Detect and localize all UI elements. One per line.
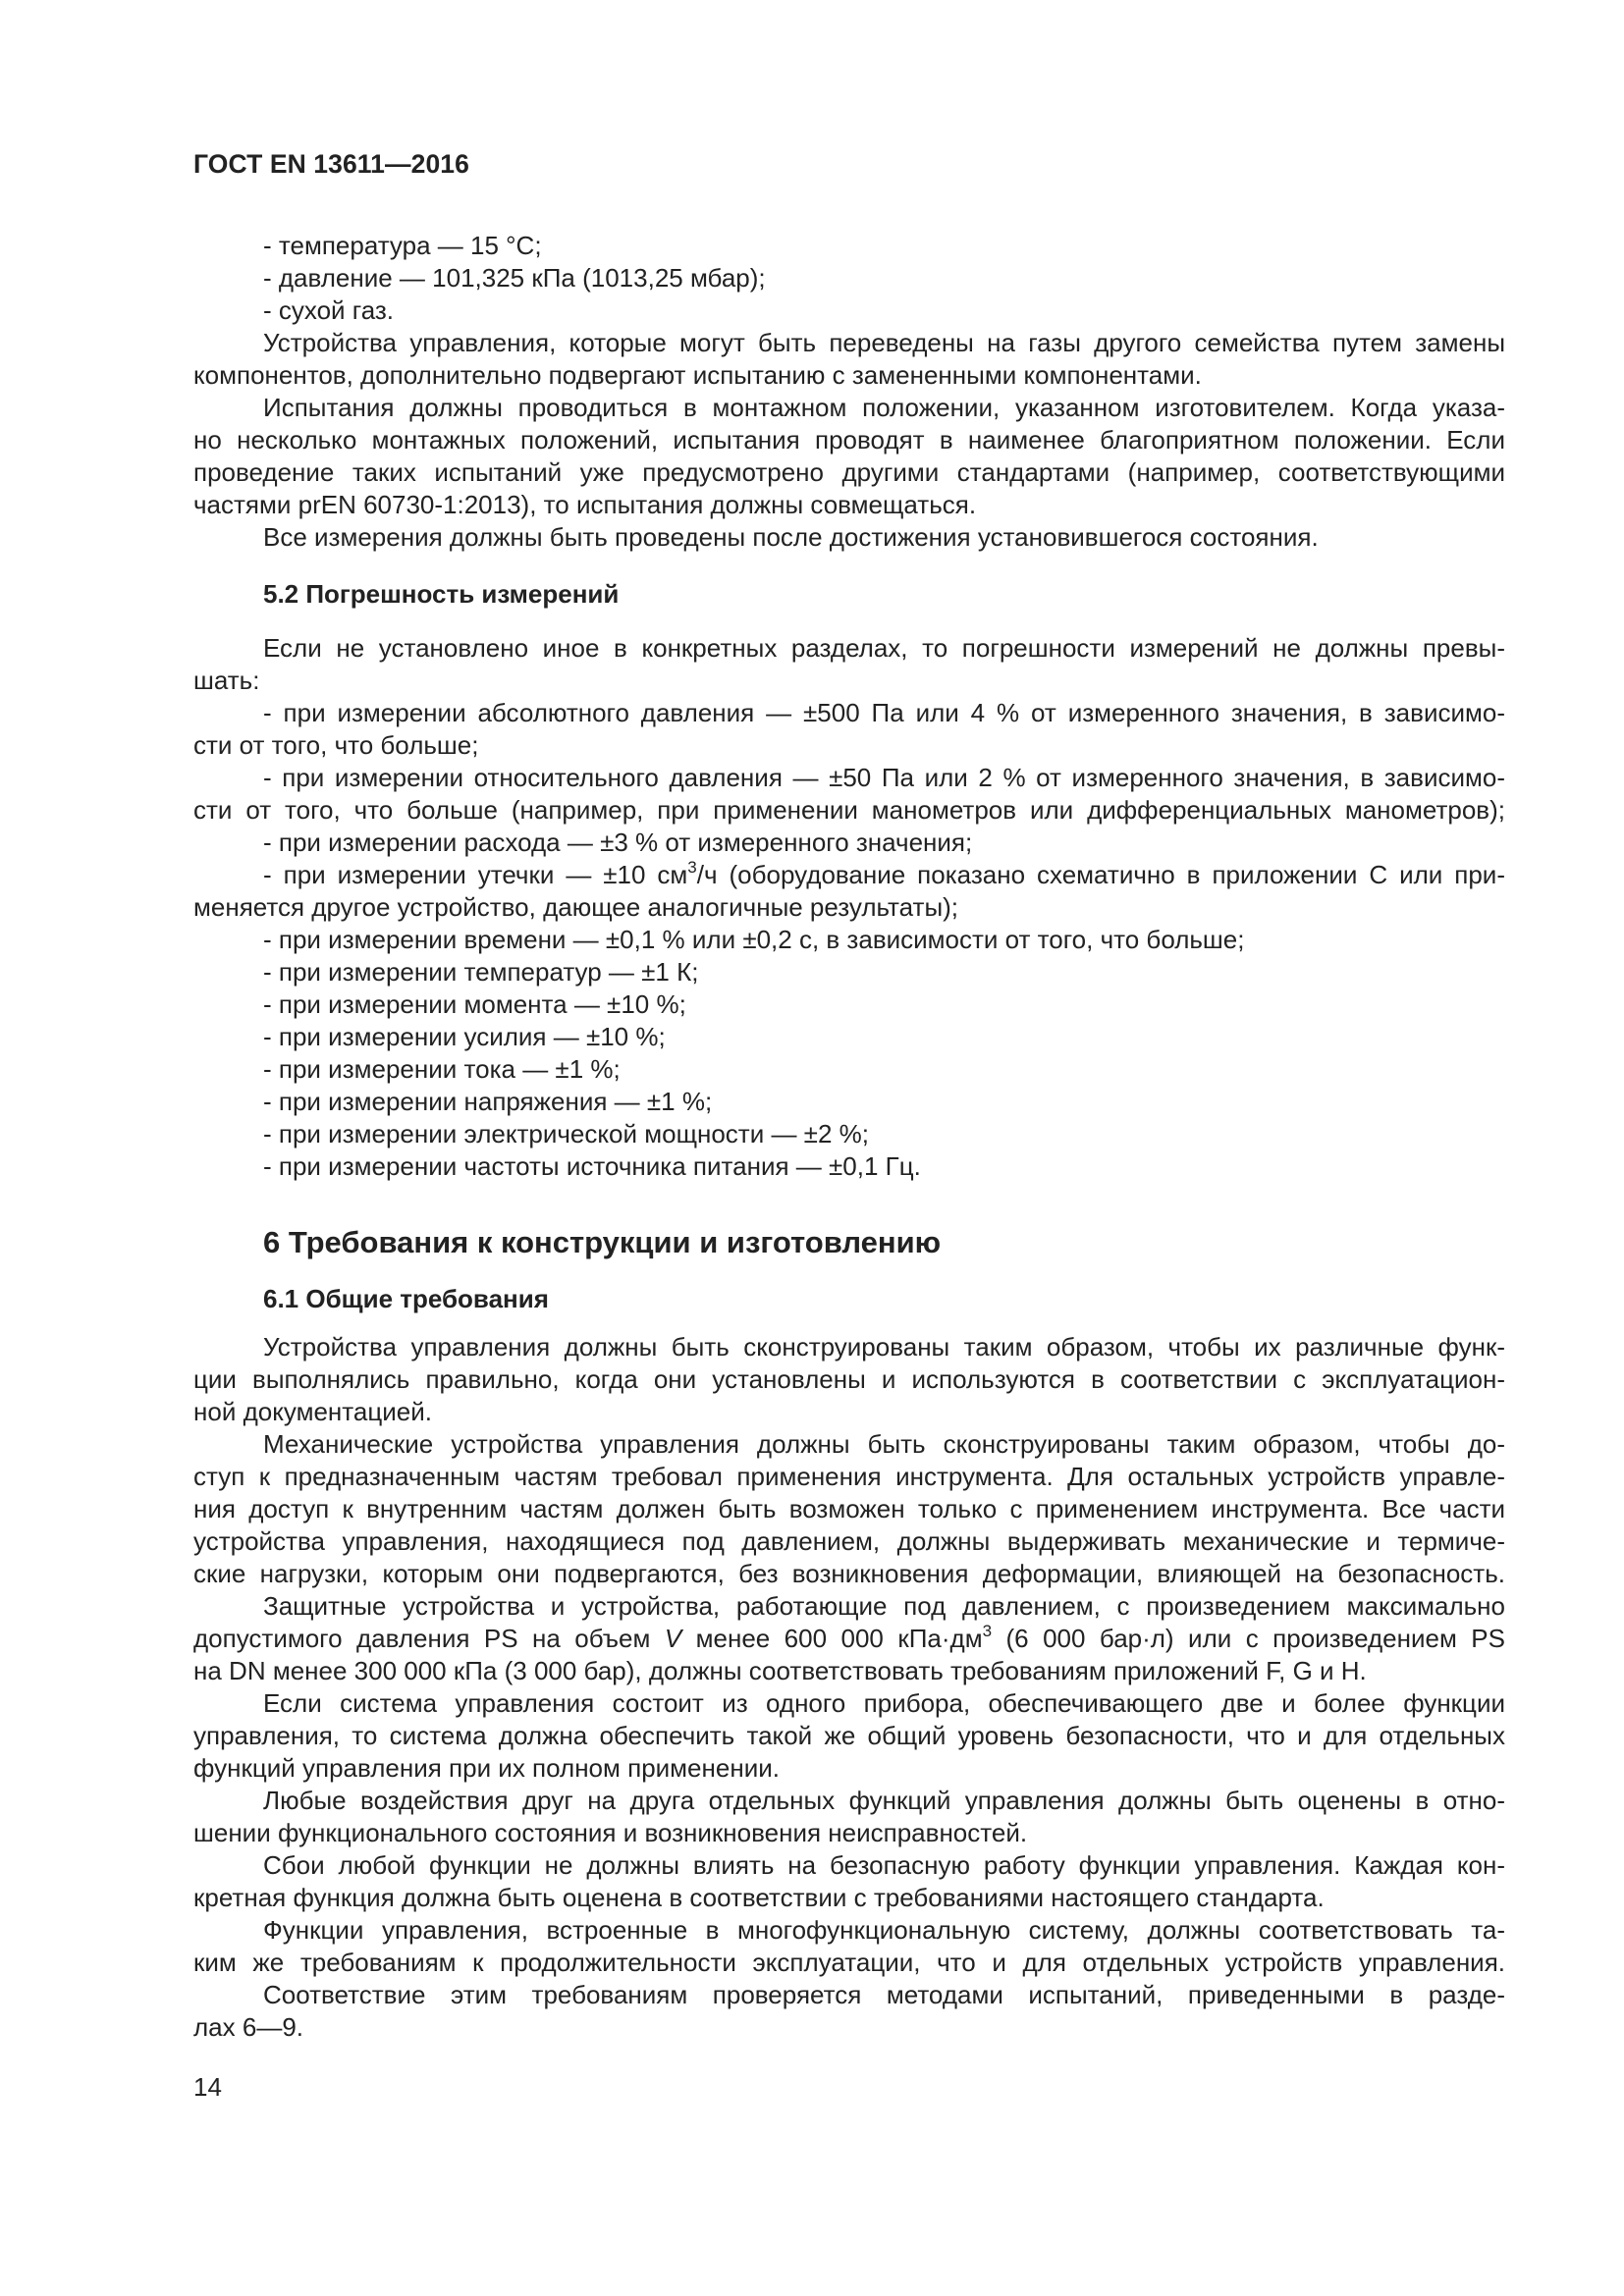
text-line: - при измерении абсолютного давления — ±500 Па или 4 % от измеренного значения, в зависимо- <box>263 698 1505 727</box>
text-line: кретная функция должна быть оценена в соответствии с требованиями настоящего стандарта. <box>193 1883 1325 1912</box>
text-line: Защитные устройства и устройства, работающие под давлением, с произведением максимально <box>263 1591 1505 1621</box>
text-line: ции выполнялись правильно, когда они установлены и используются в соответствии с эксплуатацион- <box>193 1364 1505 1394</box>
measurement-accuracy-block <box>193 632 1505 1183</box>
text-line: на DN менее 300 000 кПа (3 000 бар), должны соответствовать требованиям приложений F, G и H. <box>193 1656 1367 1685</box>
text-line <box>193 859 1505 891</box>
intro-conditions-block <box>193 230 1505 554</box>
text-line: Сбои любой функции не должны влиять на безопасную работу функции управления. Каждая кон- <box>263 1850 1505 1880</box>
text-line: ступ к предназначенным частям требовал применения инструмента. Для остальных устройств управле- <box>193 1462 1505 1491</box>
text-line: ские нагрузки, которым они подвергаются, без возникновения деформации, влияющей на безопасность. <box>193 1559 1505 1588</box>
text-line: устройства управления, находящиеся под давлением, должны выдерживать механические и термиче- <box>193 1526 1505 1556</box>
text-line: - сухой газ. <box>263 295 395 325</box>
italic-symbol: V <box>664 1624 682 1653</box>
text-line: Если система управления состоит из одного прибора, обеспечивающего две и более функции <box>263 1688 1505 1718</box>
text-line: Испытания должны проводиться в монтажном положении, указанном изготовителем. Когда указа- <box>263 393 1505 422</box>
text-line: меняется другое устройство, дающее аналогичные результаты); <box>193 892 959 922</box>
section-heading-6: 6 Требования к конструкции и изготовлению <box>263 1225 942 1259</box>
text-line: Соответствие этим требованиям проверяется методами испытаний, приведенными в разде- <box>263 1980 1505 2009</box>
superscript: 3 <box>982 1623 993 1640</box>
text-line: компонентов, дополнительно подвергают испытанию с замененными компонентами. <box>193 360 1202 390</box>
text-line <box>193 1623 1505 1655</box>
text-segment: (6 000 бар·л) или с произведением PS <box>992 1624 1505 1653</box>
text-line: Если не установлено иное в конкретных разделах, то погрешности измерений не должны превы- <box>263 633 1505 663</box>
text-line: - температура — 15 °С; <box>263 231 542 260</box>
text-line: - давление — 101,325 кПа (1013,25 мбар); <box>263 263 766 293</box>
text-line: шении функционального состояния и возникновения неисправностей. <box>193 1818 1028 1847</box>
text-line: Любые воздействия друг на друга отдельных функций управления должны быть оценены в отно- <box>263 1786 1505 1815</box>
text-line: Механические устройства управления должны быть сконструированы таким образом, чтобы до- <box>263 1429 1505 1459</box>
text-line: - при измерении напряжения — ±1 %; <box>263 1087 713 1116</box>
text-segment: /ч (оборудование показано схематично в приложении С или при- <box>696 860 1505 889</box>
general-requirements-block <box>193 1331 1505 2044</box>
text-line: - при измерении частоты источника питания — ±0,1 Гц. <box>263 1151 921 1181</box>
text-line: ной документацией. <box>193 1397 432 1426</box>
text-line: лах 6—9. <box>193 2012 303 2042</box>
text-line: управления, то система должна обеспечить такой же общий уровень безопасности, что и для отдельных <box>193 1721 1505 1750</box>
section-heading-5-2: 5.2 Погрешность измерений <box>263 579 620 609</box>
text-line: ким же требованиям к продолжительности эксплуатации, что и для отдельных устройств управления. <box>193 1948 1505 1977</box>
text-line: Устройства управления должны быть сконструированы таким образом, чтобы их различные функ- <box>263 1332 1505 1362</box>
text-line: - при измерении электрической мощности — ±2 %; <box>263 1119 869 1148</box>
text-line: шать: <box>193 666 260 695</box>
text-segment: допустимого давления PS на объем <box>193 1624 665 1653</box>
document-code-header: ГОСТ EN 13611—2016 <box>193 149 469 179</box>
text-line: - при измерении температур — ±1 К; <box>263 957 699 987</box>
text-line: проведение таких испытаний уже предусмотрено другими стандартами (например, соответствующими <box>193 457 1505 487</box>
section-heading-6-1: 6.1 Общие требования <box>263 1284 549 1313</box>
text-line: сти от того, что больше; <box>193 730 479 760</box>
text-line: - при измерении момента — ±10 %; <box>263 989 686 1019</box>
page-number: 14 <box>193 2072 222 2102</box>
text-line: Функции управления, встроенные в многофункциональную систему, должны соответствовать та- <box>263 1915 1505 1945</box>
text-segment: менее 600 000 кПа·дм <box>681 1624 983 1653</box>
superscript: 3 <box>687 859 697 877</box>
text-line: Устройства управления, которые могут быть переведены на газы другого семейства путем замены <box>263 328 1505 357</box>
text-line: частями prEN 60730-1:2013), то испытания должны совмещаться. <box>193 490 977 519</box>
text-line: ния доступ к внутренним частям должен быть возможен только с применением инструмента. Все части <box>193 1494 1505 1523</box>
text-line: Все измерения должны быть проведены после достижения установившегося состояния. <box>263 522 1319 552</box>
text-line: но несколько монтажных положений, испытания проводят в наименее благоприятном положении. Если <box>193 425 1505 454</box>
text-line: - при измерении усилия — ±10 %; <box>263 1022 666 1051</box>
text-line: - при измерении относительного давления — ±50 Па или 2 % от измеренного значения, в зависимо- <box>263 763 1505 792</box>
text-line: сти от того, что больше (например, при применении манометров или дифференциальных манометров); <box>193 795 1505 825</box>
text-line: - при измерении тока — ±1 %; <box>263 1054 621 1084</box>
text-line: - при измерении времени — ±0,1 % или ±0,2 с, в зависимости от того, что больше; <box>263 925 1245 954</box>
text-line: функций управления при их полном применении. <box>193 1753 780 1783</box>
text-segment: - при измерении утечки — ±10 см <box>263 860 688 889</box>
text-line: - при измерении расхода — ±3 % от измеренного значения; <box>263 828 973 857</box>
